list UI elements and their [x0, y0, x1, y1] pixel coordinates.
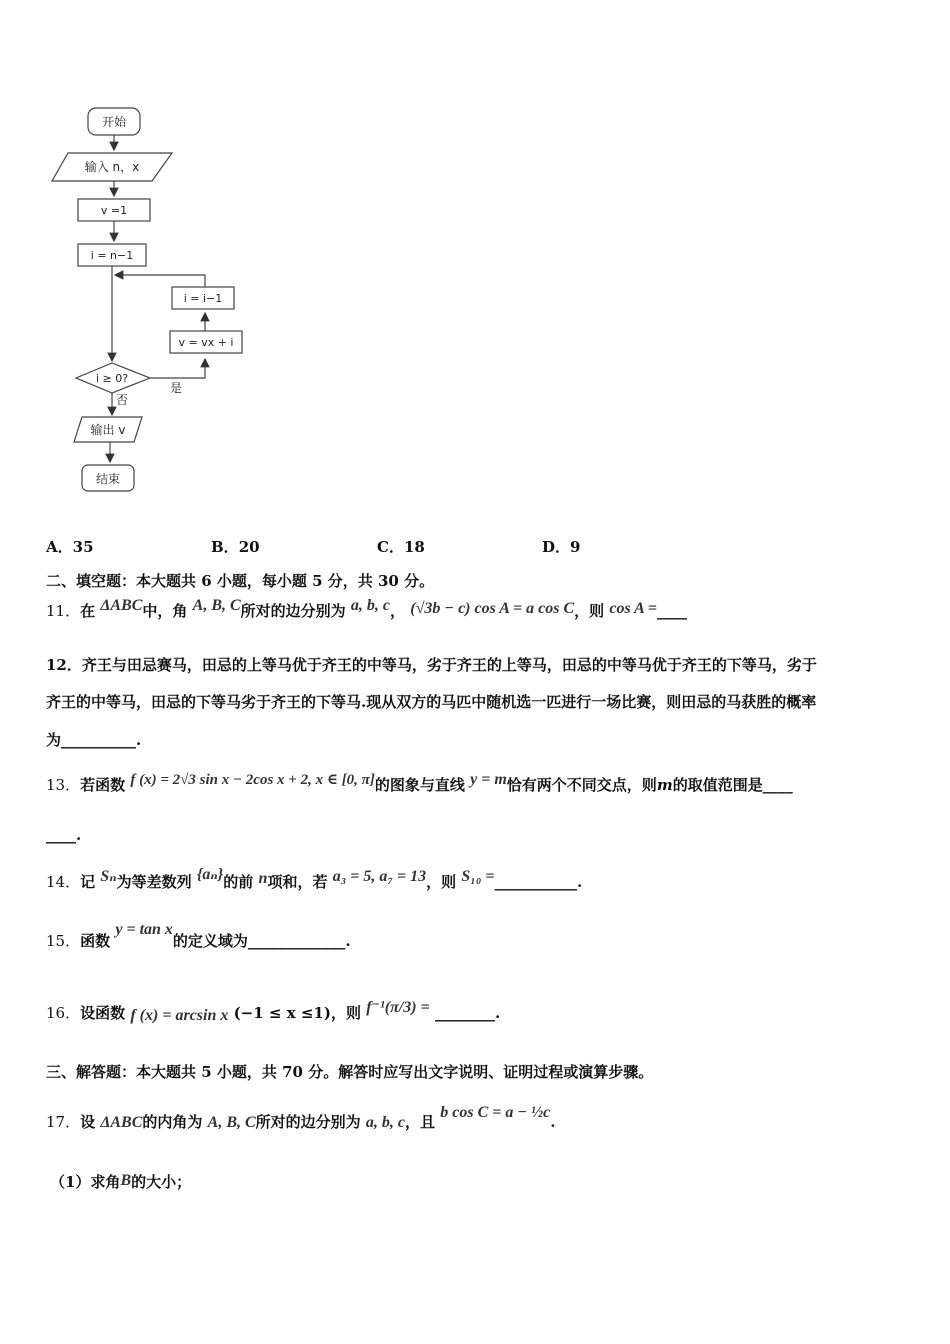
section-2-heading: 二、填空题：本大题共 6 小题，每小题 5 分，共 30 分。 [46, 572, 435, 590]
q14-text-4: 项和，若 [267, 873, 328, 891]
q14-math-5: S₁₀ = [461, 868, 495, 885]
q17-number: 17． [46, 1113, 81, 1131]
q11-text-4: ， [390, 602, 406, 620]
question-11 [46, 597, 688, 621]
option-d [542, 536, 580, 557]
flow-decrement-label: i = i−1 [183, 292, 223, 305]
q17-text-4: ，且 [405, 1113, 436, 1131]
q14-text-3: 的前 [223, 873, 254, 891]
q11-math-2: A, B, C [192, 597, 241, 614]
flow-yes-label: 是 [170, 381, 183, 395]
option-b-value: 20 [238, 538, 260, 556]
option-b-letter: B． [211, 538, 239, 556]
q14-math-2: {aₙ} [196, 866, 224, 883]
section-3-heading: 三、解答题：本大题共 5 小题，共 70 分。解答时应写出文字说明、证明过程或演算步骤。 [46, 1063, 654, 1081]
q13-math-1: f (x) = 2√3 sin x − 2cos x + 2, x ∈ [0, π] [130, 772, 375, 788]
flow-init-v-label: v =1 [100, 204, 128, 217]
q14-text-2: 为等差数列 [116, 873, 192, 891]
q11-text-1: 在 [80, 602, 96, 620]
q14-text-1: 记 [80, 873, 96, 891]
q13-text-4: 的取值范围是____ [672, 776, 793, 794]
q11-text-2: 中，角 [142, 602, 188, 620]
option-a [46, 536, 94, 557]
flow-start-label: 开始 [101, 115, 127, 129]
q16-math-1: f (x) = arcsin x [130, 1007, 229, 1024]
question-14 [46, 866, 583, 892]
q14-text-6: ___________. [494, 873, 583, 891]
q11-math-3: a, b, c [350, 597, 391, 614]
q13-var-m: m [656, 776, 673, 794]
option-a-value: 35 [72, 538, 94, 556]
q14-math-4: a₃ = 5, a₇ = 13 [332, 868, 427, 885]
q14-math-3: n [258, 870, 268, 887]
q15-math-1: y = tan x [115, 921, 173, 938]
flow-no-label: 否 [116, 393, 129, 407]
flow-condition-label: i ≥ 0? [95, 372, 129, 385]
flow-output-label: 输出 v [90, 423, 126, 437]
q11-math-4: (√3b − c) cos A = a cos C [410, 600, 575, 617]
q17-math-1: ΔABC [100, 1114, 143, 1131]
q17-text-5: . [550, 1113, 556, 1131]
q11-text-3: 所对的边分别为 [240, 602, 346, 620]
q17-text-3: 所对的边分别为 [255, 1113, 361, 1131]
q17-math-4: b cos C = a − ½c [440, 1104, 551, 1121]
question-16 [46, 999, 501, 1024]
q13-text-1: 若函数 [80, 776, 126, 794]
option-a-letter: A． [46, 538, 73, 556]
option-c-value: 18 [403, 538, 425, 556]
q15-text-2: 的定义域为_____________. [172, 932, 351, 950]
q16-text-1: 设函数 [80, 1004, 126, 1022]
flow-init-i-label: i = n−1 [90, 249, 134, 262]
q11-math-5: cos A = [609, 600, 658, 617]
option-c-letter: C． [377, 538, 404, 556]
q17-sub1-math: B [120, 1172, 132, 1189]
q17-math-3: a, b, c [365, 1114, 406, 1131]
q14-math-1: Sₙ [100, 868, 117, 885]
flow-end-label: 结束 [95, 472, 121, 486]
q14-text-5: ，则 [426, 873, 457, 891]
option-d-value: 9 [570, 538, 581, 556]
q13-text-2: 的图象与直线 [374, 776, 465, 794]
q17-sub1-text-1: （1）求角 [50, 1173, 121, 1191]
q15-text-1: 函数 [80, 932, 111, 950]
q16-text-2: (−1 ≤ x ≤1)，则 [233, 1004, 361, 1022]
option-d-letter: D． [542, 538, 571, 556]
q12-line-3: 为__________. [46, 731, 142, 749]
q13-text-3: 恰有两个不同交点，则 [506, 776, 657, 794]
q13-math-2: y = m [470, 771, 507, 788]
flow-input-label: 输入 n，x [84, 160, 140, 174]
option-c [377, 536, 425, 557]
q17-subquestion-1 [50, 1171, 191, 1192]
q11-number: 11． [46, 602, 81, 620]
q15-number: 15． [46, 932, 81, 950]
flow-update-v-label: v = vx + i [178, 336, 234, 349]
q14-number: 14． [46, 873, 81, 891]
q17-math-2: A, B, C [207, 1114, 256, 1131]
q17-sub1-text-2: 的大小； [131, 1173, 192, 1191]
q16-math-2: f⁻¹(π/3) = [366, 999, 430, 1016]
question-17 [46, 1104, 556, 1132]
q11-text-5: ，则 [574, 602, 605, 620]
q13-number: 13． [46, 776, 81, 794]
option-b [211, 536, 260, 557]
q13-line-2: ____. [46, 826, 82, 844]
question-13 [46, 771, 793, 795]
q12-line-2: 齐王的中等马，田忌的下等马劣于齐王的下等马.现从双方的马匹中随机选一匹进行一场比赛，则田忌的马获胜的概率 [46, 693, 817, 711]
q11-blank: ____ [657, 602, 688, 620]
q11-math-1: ΔABC [100, 597, 143, 614]
q16-text-3: ________. [434, 1004, 501, 1022]
q12-line-1: 12．齐王与田忌赛马，田忌的上等马优于齐王的中等马，劣于齐王的上等马，田忌的中等马优于齐王的下等马，劣于 [46, 656, 817, 674]
question-15 [46, 921, 351, 951]
q17-text-1: 设 [80, 1113, 96, 1131]
q16-number: 16． [46, 1004, 81, 1022]
flowchart [40, 95, 270, 505]
q17-text-2: 的内角为 [142, 1113, 203, 1131]
